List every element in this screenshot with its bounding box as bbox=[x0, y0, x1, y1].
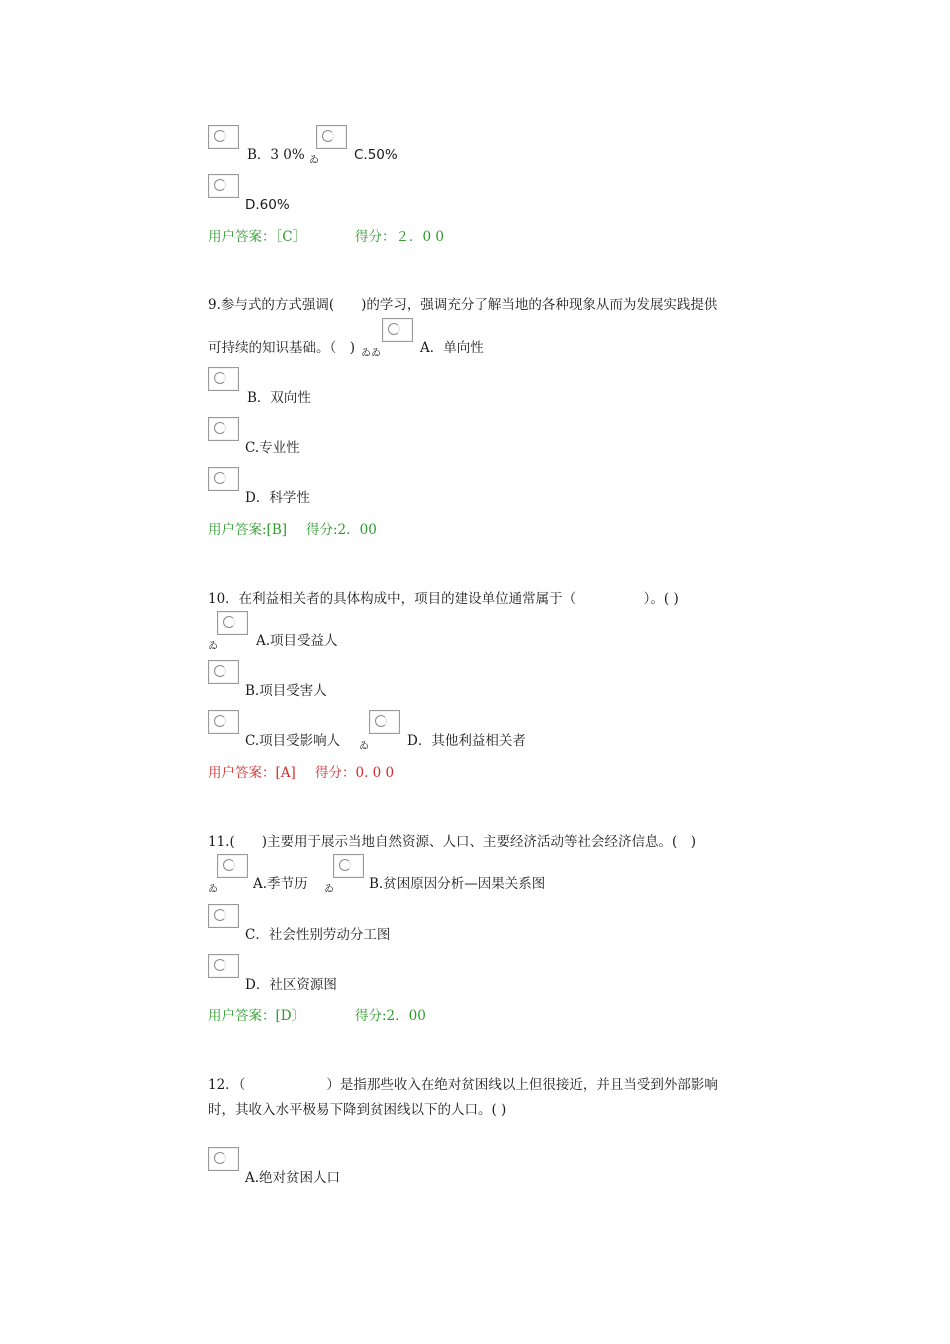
q10-marker: ゐ bbox=[208, 641, 218, 652]
q11-user-answer: 用户答案：[D〕 bbox=[208, 1008, 306, 1024]
q10-radio-b[interactable] bbox=[208, 660, 239, 684]
radio-circle-icon bbox=[322, 130, 334, 142]
radio-circle-icon bbox=[388, 323, 400, 335]
q9-option-d: D．科学性 bbox=[245, 490, 310, 506]
q11-stem: 11.( )主要用于展示当地自然资源、人口、主要经济活动等社会经济信息。( ) bbox=[208, 834, 697, 850]
q12-option-a: A.绝对贫困人口 bbox=[245, 1170, 341, 1186]
q8-radio-b[interactable] bbox=[208, 125, 239, 149]
q12-stem-line2: 时，其收入水平极易下降到贫困线以下的人口。( ) bbox=[208, 1102, 507, 1118]
q9-option-c: C.专业性 bbox=[245, 440, 300, 456]
radio-circle-icon bbox=[214, 665, 226, 677]
q11-marker-b: ゐ bbox=[324, 884, 334, 895]
q9-stem-line2: 可持续的知识基础。（ ) bbox=[208, 340, 356, 356]
q8-option-b: B．3 0% bbox=[247, 147, 305, 163]
q11-radio-c[interactable] bbox=[208, 904, 239, 928]
q11-radio-d[interactable] bbox=[208, 954, 239, 978]
q9-option-a: A．单向性 bbox=[420, 340, 484, 356]
radio-circle-icon bbox=[223, 859, 235, 871]
q10-option-a: A.项目受益人 bbox=[256, 633, 338, 649]
q9-option-b: B．双向性 bbox=[247, 390, 311, 406]
q8-radio-c[interactable] bbox=[316, 125, 347, 149]
q9-stem-line1: 9.参与式的方式强调( )的学习，强调充分了解当地的各种现象从而为发展实践提供 bbox=[208, 297, 718, 313]
radio-circle-icon bbox=[214, 422, 226, 434]
radio-circle-icon bbox=[214, 372, 226, 384]
q10-radio-c[interactable] bbox=[208, 710, 239, 734]
q8-score: 得分：２．0 0 bbox=[355, 229, 444, 245]
radio-circle-icon bbox=[214, 179, 226, 191]
q10-option-c: C.项目受影响人 bbox=[245, 733, 341, 749]
q10-radio-d[interactable] bbox=[369, 710, 400, 734]
q10-stem: 10．在利益相关者的具体构成中，项目的建设单位通常属于（ ）。( ) bbox=[208, 591, 679, 607]
radio-circle-icon bbox=[214, 472, 226, 484]
radio-circle-icon bbox=[339, 859, 351, 871]
q9-radio-a[interactable] bbox=[382, 318, 413, 342]
radio-circle-icon bbox=[214, 959, 226, 971]
q8-radio-d[interactable] bbox=[208, 174, 239, 198]
q9-radio-d[interactable] bbox=[208, 467, 239, 491]
q9-marker: ゐゐ bbox=[361, 348, 381, 359]
q10-radio-a[interactable] bbox=[217, 611, 248, 635]
radio-circle-icon bbox=[375, 715, 387, 727]
q8-option-c: C.50% bbox=[354, 147, 398, 163]
radio-circle-icon bbox=[214, 130, 226, 142]
q12-stem-line1: 12．（ ）是指那些收入在绝对贫困线以上但很接近，并且当受到外部影响 bbox=[208, 1077, 718, 1093]
q9-radio-b[interactable] bbox=[208, 367, 239, 391]
q11-option-d: D．社区资源图 bbox=[245, 977, 337, 993]
q9-user-answer: 用户答案:[B] bbox=[208, 522, 288, 538]
q12-radio-a[interactable] bbox=[208, 1147, 239, 1171]
q11-radio-b[interactable] bbox=[333, 854, 364, 878]
q11-option-b: B.贫困原因分析—因果关系图 bbox=[369, 876, 546, 892]
q8-marker: ゐ bbox=[309, 155, 319, 166]
q11-marker-a: ゐ bbox=[208, 884, 218, 895]
radio-circle-icon bbox=[214, 1152, 226, 1164]
q11-option-c: C．社会性别劳动分工图 bbox=[245, 927, 391, 943]
radio-circle-icon bbox=[223, 616, 235, 628]
q10-option-b: B.项目受害人 bbox=[245, 683, 327, 699]
q10-score: 得分：0. 0 0 bbox=[315, 765, 395, 781]
q8-option-d: D.60% bbox=[245, 197, 290, 213]
q10-marker-d: ゐ bbox=[359, 741, 369, 752]
q10-user-answer: 用户答案：[A] bbox=[208, 765, 296, 781]
q11-score: 得分:2．00 bbox=[355, 1008, 426, 1024]
q11-radio-a[interactable] bbox=[217, 854, 248, 878]
radio-circle-icon bbox=[214, 909, 226, 921]
q10-option-d: D．其他利益相关者 bbox=[407, 733, 526, 749]
q9-score: 得分:2．00 bbox=[306, 522, 377, 538]
q11-option-a: A.季节历 bbox=[253, 876, 308, 892]
q8-user-answer: 用户答案：［C］ bbox=[208, 229, 307, 245]
q9-radio-c[interactable] bbox=[208, 417, 239, 441]
radio-circle-icon bbox=[214, 715, 226, 727]
